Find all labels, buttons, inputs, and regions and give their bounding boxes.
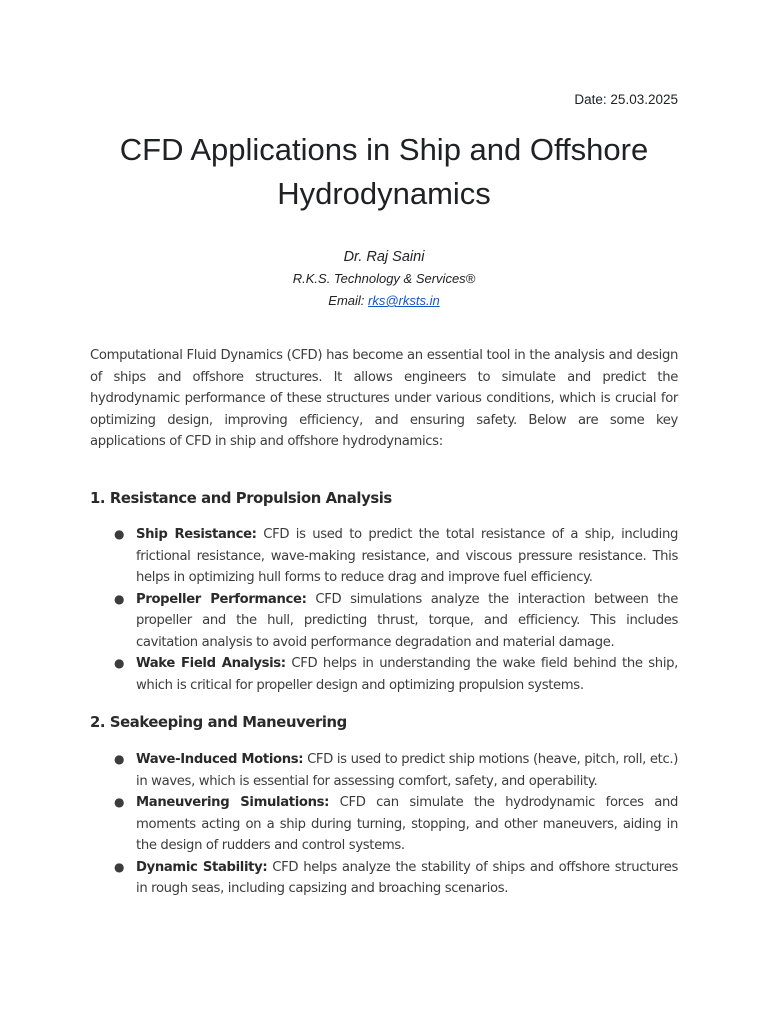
bullet-list-seakeeping — [90, 749, 678, 900]
list-item-text: CFD helps in understanding the wake field behind the ship, which is critical for propeller design and optimizing propulsion systems. — [136, 656, 678, 693]
list-item-text: CFD is used to predict ship motions (heave, pitch, roll, etc.) in waves, which is essential for assessing comfort, safety, and operability. — [136, 752, 678, 789]
email-label: Email: — [328, 293, 369, 308]
bullet-list-resistance — [90, 524, 678, 696]
list-item-term: Maneuvering Simulations: — [136, 795, 330, 810]
list-item — [90, 792, 678, 857]
intro-paragraph: Computational Fluid Dynamics (CFD) has become an essential tool in the analysis and design of ships and offshore structures. It allows engineers to simulate and predict the hydrodynamic performance of these structures under various conditions, which is crucial for optimizing design, improving efficiency, and ensuring safety. Below are some key applications of CFD in ship and offshore hydrodynamics: — [90, 348, 678, 449]
bullet-icon: ● — [114, 859, 125, 874]
list-item-text: CFD is used to predict the total resistance of a ship, including frictional resistance, wave-making resistance, and viscous pressure resistance. This helps in optimizing hull forms to reduce drag and improve fuel efficiency. — [136, 527, 678, 585]
list-item-term: Dynamic Stability: — [136, 859, 268, 875]
author-email — [0, 289, 768, 313]
list-item-term: Propeller Performance: — [136, 591, 307, 607]
bullet-icon: ● — [114, 527, 125, 541]
author-organization: R.K.S. Technology & Services® — [292, 271, 476, 286]
document-title: CFD Applications in Ship and Offshore Hydrodynamics — [119, 132, 649, 211]
list-item-text: CFD can simulate the hydrodynamic forces and moments acting on a ship during turning, stopping, and other maneuvers, aiding in the design of rudders and control systems. — [136, 795, 679, 853]
list-item — [90, 857, 678, 900]
bullet-icon: ● — [114, 591, 125, 606]
bullet-icon: ● — [114, 656, 125, 670]
list-item-term: Wave-Induced Motions: — [136, 752, 304, 767]
list-item-text: CFD simulations analyze the interaction between the propeller and the hull, predicting thrust, torque, and efficiency. This includes cavitation analysis to avoid performance degradation and material damage. — [136, 591, 678, 650]
list-item — [90, 524, 678, 589]
list-item — [90, 749, 678, 792]
section-heading-seakeeping: 2. Seakeeping and Maneuvering — [90, 714, 347, 731]
author-name: Dr. Raj Saini — [343, 249, 425, 265]
list-item — [90, 653, 678, 696]
section-heading-resistance: 1. Resistance and Propulsion Analysis — [90, 490, 392, 507]
bullet-icon: ● — [114, 795, 125, 809]
email-link[interactable]: rks@rksts.in — [368, 293, 440, 308]
list-item — [90, 589, 678, 654]
document-date: Date: 25.03.2025 — [574, 92, 678, 107]
author-block — [0, 246, 768, 313]
bullet-icon: ● — [114, 752, 125, 766]
list-item-term: Wake Field Analysis: — [136, 656, 286, 671]
list-item-text: CFD helps analyze the stability of ships and offshore structures in rough seas, including capsizing and broaching scenarios. — [136, 859, 679, 896]
list-item-term: Ship Resistance: — [136, 527, 257, 542]
